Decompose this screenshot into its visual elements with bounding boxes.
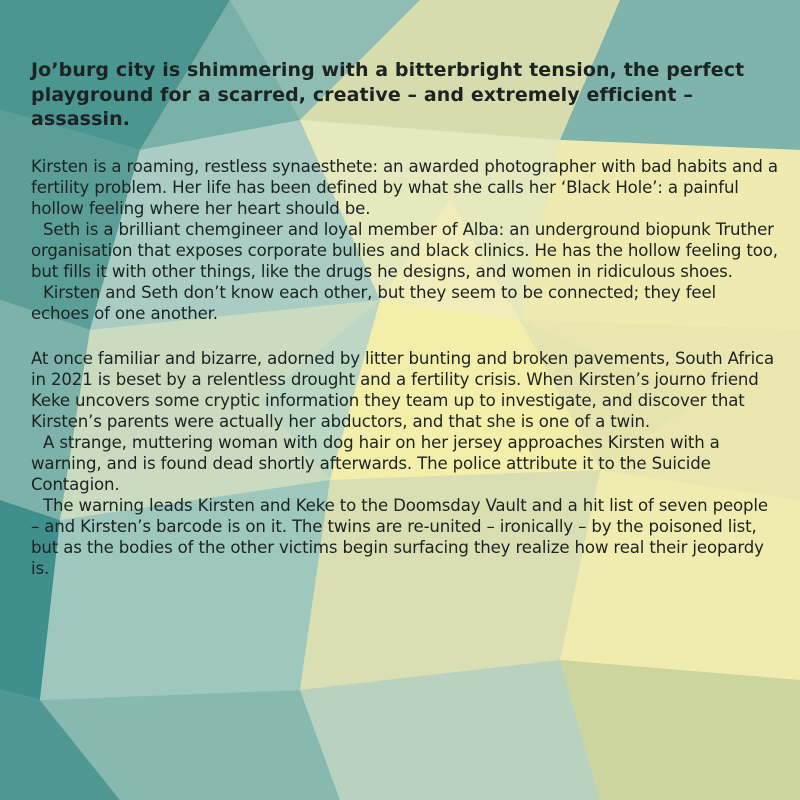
blurb-paragraph-kirsten: Kirsten is a roaming, restless synaesthete: an awarded photographer with bad habits and a fertility problem. Her life has been defined by what she calls her ‘Black Hole’: a painful hollow feeling where her heart should be. xyxy=(31,156,778,218)
blurb-headline: Jo’burg city is shimmering with a bitterbright tension, the perfect playground for a scarred, creative – and extremely efficient – assassin. xyxy=(31,59,745,130)
blurb-paragraph-seth: Seth is a brilliant chemgineer and loyal member of Alba: an underground biopunk Truther organisation that exposes corporate bullies and black clinics. He has the hollow feeling too, but fills it with other things, like the drugs he designs, and women in ridiculous shoes. xyxy=(31,219,778,281)
blurb-paragraph-warning: A strange, muttering woman with dog hair on her jersey approaches Kirsten with a warning, and is found dead shortly afterwards. The police attribute it to the Suicide Contagion. xyxy=(31,432,720,494)
blurb-paragraph-hit-list: The warning leads Kirsten and Keke to the Doomsday Vault and a hit list of seven people – and Kirsten’s barcode is on it. The twins are re-united – ironically – by the poisoned list, but as the bodies of the other victims begin surfacing they realize how real their jeopardy is. xyxy=(31,495,768,578)
paragraph-spacer xyxy=(31,324,779,348)
blurb-paragraph-connection: Kirsten and Seth don’t know each other, but they seem to be connected; they feel echoes of one another. xyxy=(31,282,716,323)
blurb-text xyxy=(31,58,779,579)
blurb-paragraph-setting: At once familiar and bizarre, adorned by litter bunting and broken pavements, South Africa in 2021 is beset by a relentless drought and a fertility crisis. When Kirsten’s journo friend Keke uncovers some cryptic information they team up to investigate, and discover that Kirsten’s parents were actually her abductors, and that she is one of a twin. xyxy=(31,348,775,431)
